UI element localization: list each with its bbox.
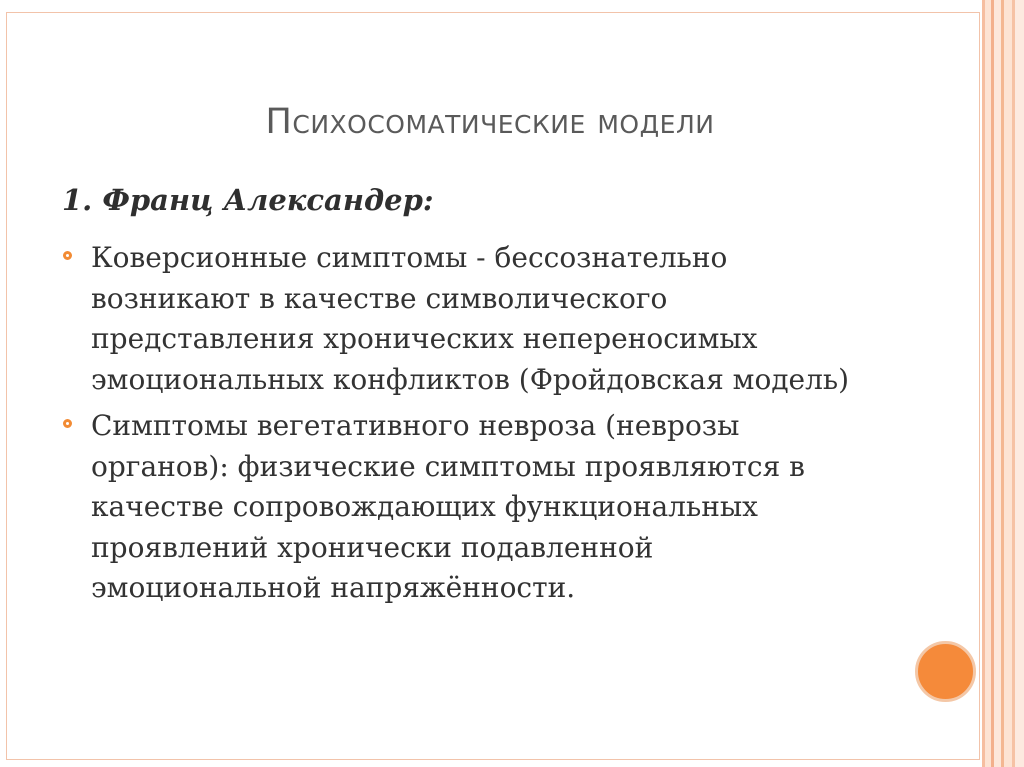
list-item xyxy=(62,406,862,609)
orange-ring-bullet-icon xyxy=(63,251,72,260)
bullet-list xyxy=(62,238,862,615)
orange-ring-bullet-icon xyxy=(63,419,72,428)
orange-circle-icon xyxy=(915,641,976,702)
decorative-stripes xyxy=(980,0,1024,767)
slide-title: Психосоматические модели xyxy=(265,102,715,142)
list-item-text: Симптомы вегетативного невроза (неврозы органов): физические симптомы проявляются в качестве сопровождающих функциональных проявлений хронически подавленной эмоциональной напряжённости. xyxy=(91,409,805,604)
list-item-text: Коверсионные симптомы - бессознательно возникают в качестве символического представления хронических непереносимых эмоциональных конфликтов (Фройдовская модель) xyxy=(91,241,850,396)
list-item xyxy=(62,238,862,400)
slide-heading: 1. Франц Александер: xyxy=(62,183,434,217)
